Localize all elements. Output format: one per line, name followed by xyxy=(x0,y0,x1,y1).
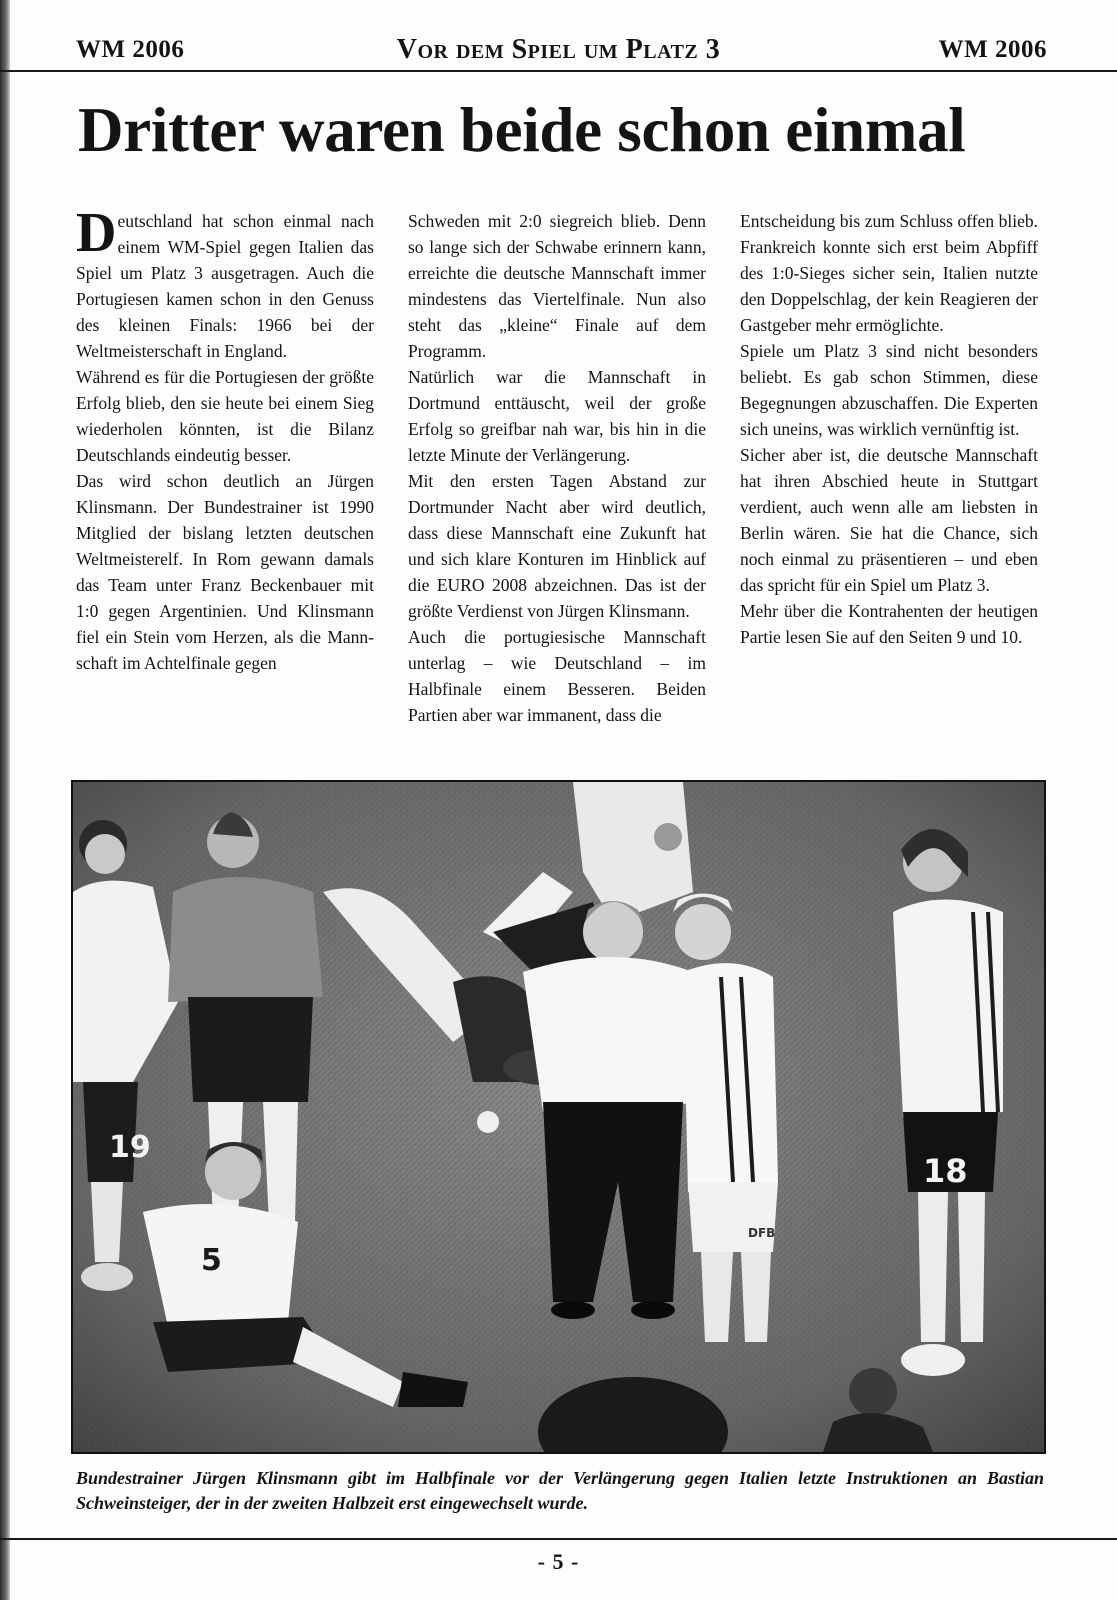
article-paragraph: Sicher aber ist, die deutsche Mannschaft hat ihren Abschied heute in Stuttgart verdient, auch wenn alle am liebsten in Berlin wären. Sie hat die Chance, sich noch einmal zu präsentieren – und eben das spricht für ein Spiel um Platz 3. xyxy=(740,445,1038,595)
shorts-patch-text: DFB xyxy=(748,1226,776,1240)
article-paragraph: Spiele um Platz 3 sind nicht besonders beliebt. Es gab schon Stimmen, diese Begegnungen abzuschaffen. Die Experten sich uneins, was wirklich vernünftig ist. xyxy=(740,341,1038,439)
article-paragraph: Mehr über die Kontrahenten der heutigen Partie lesen Sie auf den Seiten 9 und 10. xyxy=(740,601,1038,647)
football xyxy=(477,1111,499,1133)
article-column-3 xyxy=(740,208,1038,650)
footer-rule xyxy=(0,1538,1117,1540)
header-left-label: WM 2006 xyxy=(76,36,185,63)
article-paragraph: Auch die portugiesische Mannschaft unterlag – wie Deutschland – im Halbfinale einem Besseren. Beiden Partien aber war immanent, dass die xyxy=(408,627,706,725)
match-photo xyxy=(71,780,1046,1454)
jersey-number-18: 18 xyxy=(923,1152,968,1190)
running-header xyxy=(0,36,1117,70)
photo-caption: Bundestrainer Jürgen Klinsmann gibt im Halbfinale vor der Verlängerung gegen Italien letzte Instruktionen an Bastian Schweinsteiger, der in der zweiten Halbzeit erst eingewechselt wurde. xyxy=(76,1468,1044,1513)
header-section-title: Vor dem Spiel um Platz 3 xyxy=(396,34,721,65)
photo-illustration xyxy=(73,782,1044,1452)
page-number: - 5 - xyxy=(537,1549,580,1574)
article-paragraph: Das wird schon deutlich an Jürgen Klinsmann. Der Bundestrainer ist 1990 Mitglied der bislang letzten deutschen Weltmeisterelf. In Rom gewann damals das Team unter Franz Beckenbauer mit 1:0 gegen Argentinien. Und Klinsmann fiel ein Stein vom Herzen, als die Mannschaft im Achtelfinale gegen xyxy=(76,471,374,673)
article-column-2 xyxy=(408,208,706,728)
drop-cap: D xyxy=(76,202,117,264)
article-headline: Dritter waren beide schon einmal xyxy=(78,95,966,165)
jersey-number-19: 19 xyxy=(109,1130,151,1165)
page-binding-edge xyxy=(0,0,10,1600)
header-rule xyxy=(0,70,1117,72)
article-paragraph: Während es für die Portugiesen der größte Erfolg blieb, den sie heute bei einem Sieg wiederholen könnten, ist die Bilanz Deutschlands eindeutig besser. xyxy=(76,367,374,465)
jersey-number-5: 5 xyxy=(201,1243,222,1278)
article-paragraph xyxy=(76,202,374,364)
article-paragraph: Mit den ersten Tagen Abstand zur Dortmunder Nacht aber wird deutlich, dass diese Mannschaft eine Zukunft hat und sich klare Konturen im Hinblick auf die EURO 2008 abzeichnen. Das ist der größte Verdienst von Jürgen Klinsmann. xyxy=(408,471,706,621)
article-paragraph: Natürlich war die Mannschaft in Dortmund enttäuscht, weil der große Erfolg so greifbar nah war, bis hin in die letzte Minute der Verlängerung. xyxy=(408,367,706,465)
article-column-1 xyxy=(76,202,374,676)
article-paragraph: Schweden mit 2:0 siegreich blieb. Denn so lange sich der Schwabe erinnern kann, erreichte die deutsche Mannschaft immer mindestens das Viertelfinale. Nun also steht das „kleine“ Finale auf dem Programm. xyxy=(408,211,706,361)
article-paragraph: Entscheidung bis zum Schluss offen blieb. Frankreich konnte sich erst beim Abpfiff des 1:0-Sieges sicher sein, Italien nutzte den Doppelschlag, der kein Reagieren der Gastgeber mehr ermöglichte. xyxy=(740,211,1038,335)
paragraph-text: eutschland hat schon einmal nach einem WM-Spiel gegen Italien das Spiel um Platz 3 ausgetragen. Auch die Portugiesen kamen schon in den Genuss des kleinen Finals: 1966 bei der Weltmeisterschaft in England. xyxy=(76,211,374,361)
header-right-label: WM 2006 xyxy=(938,36,1047,63)
